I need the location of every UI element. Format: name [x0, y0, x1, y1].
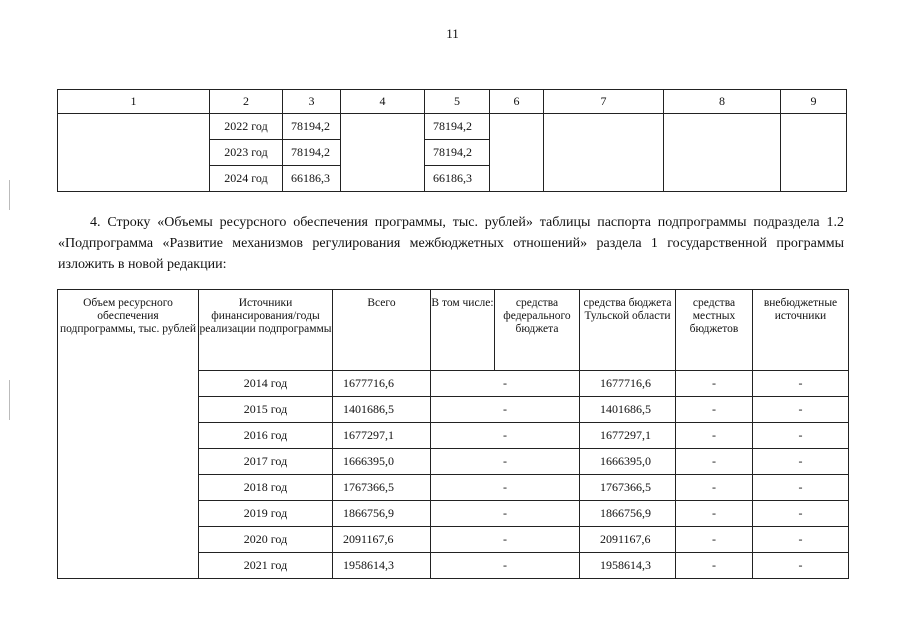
total-cell: 1666395,0	[333, 449, 431, 475]
table-header-row	[58, 290, 849, 371]
region-cell: 2091167,6	[580, 527, 676, 553]
lead-label-cell: Объем ресурсного обеспечения подпрограммы, тыс. рублей	[58, 290, 199, 579]
continuation-table	[57, 89, 847, 192]
column-header: средства федерального бюджета	[495, 290, 580, 371]
region-cell: 1866756,9	[580, 501, 676, 527]
column-number: 6	[490, 90, 544, 114]
local-cell: -	[676, 371, 753, 397]
year-cell: 2022 год	[210, 114, 283, 140]
column-header: внебюджетные источники	[753, 290, 849, 371]
column-number: 7	[544, 90, 664, 114]
extra-cell: -	[753, 527, 849, 553]
table-header-row	[58, 90, 847, 114]
column-number: 5	[425, 90, 490, 114]
local-cell: -	[676, 475, 753, 501]
column-header: Всего	[333, 290, 431, 371]
year-cell: 2021 год	[199, 553, 333, 579]
federal-cell: -	[431, 501, 580, 527]
empty-cell	[58, 114, 210, 192]
scan-artifact	[9, 180, 10, 210]
value-cell: 66186,3	[425, 166, 490, 192]
extra-cell: -	[753, 397, 849, 423]
total-cell: 78194,2	[283, 114, 341, 140]
column-number: 4	[341, 90, 425, 114]
total-cell: 2091167,6	[333, 527, 431, 553]
column-header: В том числе:	[431, 290, 495, 371]
year-cell: 2018 год	[199, 475, 333, 501]
empty-cell	[341, 114, 425, 192]
scan-artifact	[9, 380, 10, 420]
column-header: средства бюджета Тульской области	[580, 290, 676, 371]
local-cell: -	[676, 423, 753, 449]
local-cell: -	[676, 527, 753, 553]
value-cell: 78194,2	[425, 140, 490, 166]
funding-table	[57, 289, 849, 579]
empty-cell	[544, 114, 664, 192]
federal-cell: -	[431, 423, 580, 449]
extra-cell: -	[753, 501, 849, 527]
local-cell: -	[676, 397, 753, 423]
column-header: средства местных бюджетов	[676, 290, 753, 371]
value-cell: 78194,2	[425, 114, 490, 140]
total-cell: 78194,2	[283, 140, 341, 166]
year-cell: 2019 год	[199, 501, 333, 527]
federal-cell: -	[431, 449, 580, 475]
federal-cell: -	[431, 397, 580, 423]
extra-cell: -	[753, 449, 849, 475]
federal-cell: -	[431, 475, 580, 501]
year-cell: 2014 год	[199, 371, 333, 397]
year-cell: 2015 год	[199, 397, 333, 423]
column-header: Источники финансирования/годы реализации подпрограммы	[199, 290, 333, 371]
column-number: 2	[210, 90, 283, 114]
column-number: 8	[664, 90, 781, 114]
local-cell: -	[676, 501, 753, 527]
federal-cell: -	[431, 371, 580, 397]
local-cell: -	[676, 553, 753, 579]
total-cell: 1866756,9	[333, 501, 431, 527]
federal-cell: -	[431, 527, 580, 553]
total-cell: 1958614,3	[333, 553, 431, 579]
year-cell: 2016 год	[199, 423, 333, 449]
page-number: 11	[446, 26, 459, 41]
empty-cell	[781, 114, 847, 192]
region-cell: 1677716,6	[580, 371, 676, 397]
year-cell: 2017 год	[199, 449, 333, 475]
extra-cell: -	[753, 423, 849, 449]
column-number: 1	[58, 90, 210, 114]
extra-cell: -	[753, 371, 849, 397]
total-cell: 1767366,5	[333, 475, 431, 501]
region-cell: 1767366,5	[580, 475, 676, 501]
column-number: 3	[283, 90, 341, 114]
region-cell: 1401686,5	[580, 397, 676, 423]
region-cell: 1666395,0	[580, 449, 676, 475]
year-cell: 2023 год	[210, 140, 283, 166]
extra-cell: -	[753, 553, 849, 579]
year-cell: 2024 год	[210, 166, 283, 192]
local-cell: -	[676, 449, 753, 475]
total-cell: 1401686,5	[333, 397, 431, 423]
empty-cell	[664, 114, 781, 192]
region-cell: 1958614,3	[580, 553, 676, 579]
federal-cell: -	[431, 553, 580, 579]
year-cell: 2020 год	[199, 527, 333, 553]
table-row	[58, 114, 847, 140]
total-cell: 1677297,1	[333, 423, 431, 449]
extra-cell: -	[753, 475, 849, 501]
region-cell: 1677297,1	[580, 423, 676, 449]
amendment-paragraph: 4. Строку «Объемы ресурсного обеспечения программы, тыс. рублей» таблицы паспорта подпрограммы подраздела 1.2 «Подпрограмма «Развитие механизмов регулирования межбюджетных отношений» раздела 1 государственной программы изложить в новой редакции:	[58, 215, 844, 272]
empty-cell	[490, 114, 544, 192]
total-cell: 1677716,6	[333, 371, 431, 397]
total-cell: 66186,3	[283, 166, 341, 192]
column-number: 9	[781, 90, 847, 114]
